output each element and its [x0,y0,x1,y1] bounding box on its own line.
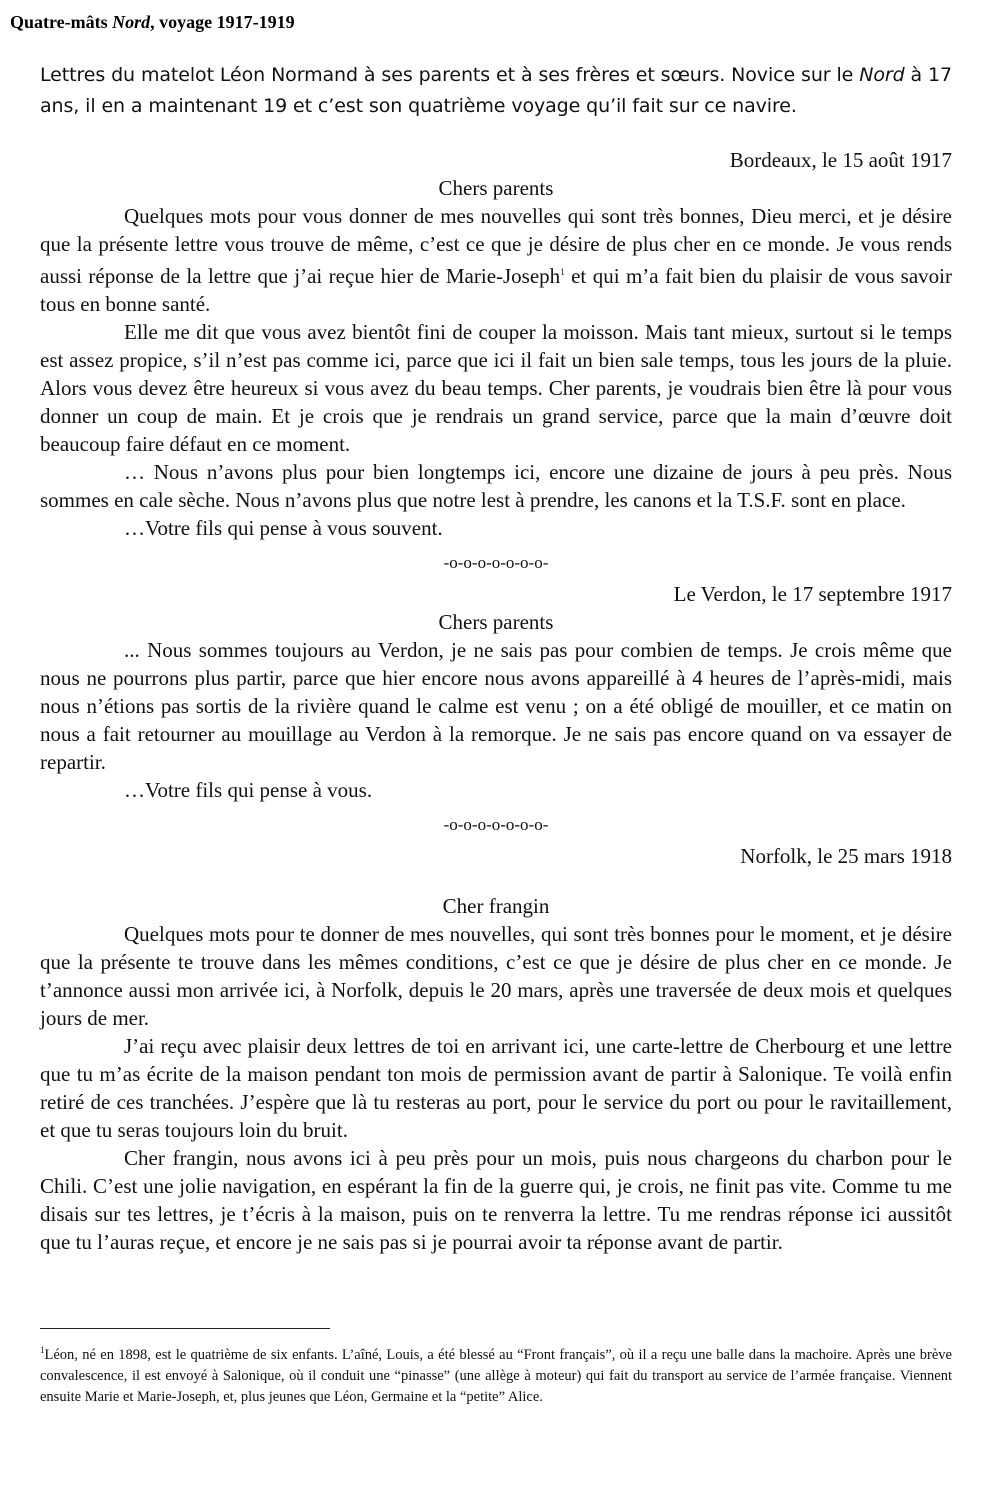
intro-text-2: à 17 ans, il en a maintenant 19 et c’est son quatrième voyage qu’il fait sur ce navire. [40,64,952,117]
letter-salutation: Chers parents [438,610,554,634]
letter-salutation: Chers parents [438,176,554,200]
letters-body [40,146,952,1256]
letter-paragraph [40,202,952,318]
intro-text-1: Lettres du matelot Léon Normand à ses parents et à ses frères et sœurs. Novice sur le [40,64,860,86]
paragraph-text: Quelques mots pour vous donner de mes nouvelles qui sont très bonnes, Dieu merci, et je désire que la présente lettre vous trouve de même, c’est ce que je désire de plus cher en ce monde. Je vous rends aussi réponse de la lettre que j’ai reçue hier de Marie-Joseph [40,204,952,288]
letter-salutation: Cher frangin [442,894,550,918]
letter-paragraph: Elle me dit que vous avez bientôt fini de couper la moisson. Mais tant mieux, surtout si le temps est assez propice, s’il n’est pas comme ici, parce que ici il fait un bien sale temps, tous les jours de la pluie. Alors vous devez être heureux si vous avez du beau temps. Cher parents, je voudrais bien être là pour vous donner un coup de main. Et je crois que je rendrais un grand service, parce que la main d’œuvre doit beaucoup faire défaut en ce moment. [40,320,952,456]
paragraph-text: et qui m’a fait bien du plaisir de vous savoir tous en bonne santé. [40,264,952,316]
letter-paragraph: Cher frangin, nous avons ici à peu près pour un mois, puis nous chargeons du charbon pour le Chili. C’est une jolie navigation, en espérant la fin de la guerre qui, je crois, ne finit pas vite. Comme tu me disais sur tes lettres, je t’écris à la maison, puis on te renverra la lettre. Tu me rendras réponse ici aussitôt que tu l’auras reçue, et encore je ne sais pas si je pourrai avoir ta réponse avant de partir. [40,1146,952,1254]
intro-ship-name: Nord [859,64,905,86]
letter-le-verdon [40,580,952,804]
header-prefix: Quatre-mâts [10,12,113,32]
letter-date: Norfolk, le 25 mars 1918 [740,844,952,868]
letter-date: Bordeaux, le 15 août 1917 [729,148,952,172]
letter-norfolk [40,842,952,1256]
footnote-text: Léon, né en 1898, est le quatrième de six enfants. L’aîné, Louis, a été blessé au “Front français”, où il a reçu une balle dans la machoire. Après une brève convalescence, il est envoyé à Salonique, où il conduit une “pinasse” (une allège à moteur) qui fait du transport au service de l’armée française. Viennent ensuite Marie et Marie-Joseph, et, plus jeunes que Léon, Germaine et la “petite” Alice. [40,1346,952,1405]
letter-closing: …Votre fils qui pense à vous. [124,778,373,802]
footnote-reference[interactable]: 1 [560,267,565,277]
letter-closing: …Votre fils qui pense à vous souvent. [124,516,443,540]
intro-paragraph [40,60,952,122]
spacer [40,870,952,892]
letter-bordeaux [40,146,952,542]
letter-paragraph: Quelques mots pour te donner de mes nouvelles, qui sont très bonnes pour le moment, et je désire que la présente te trouve dans les mêmes conditions, c’est ce que je désire de plus cher en ce monde. Je t’annonce aussi mon arrivée ici, à Norfolk, depuis le 20 mars, après une traversée de deux mois et quelques jours de mer. [40,922,952,1030]
letter-paragraph: J’ai reçu avec plaisir deux lettres de toi en arrivant ici, une carte-lettre de Cherbourg et une lettre que tu m’as écrite de la maison pendant ton mois de permission avant de partir à Salonique. Te voilà enfin retiré de ces tranchées. J’espère que là tu resteras au port, pour le service du port ou pour le ravitaillement, et que tu seras toujours loin du bruit. [40,1034,952,1142]
letter-paragraph: … Nous n’avons plus pour bien longtemps ici, encore une dizaine de jours à peu près. Nous sommes en cale sèche. Nous n’avons plus que notre lest à prendre, les canons et la T.S.F. sont en place. [40,460,952,512]
page-header [10,12,295,33]
footnote-marker: 1 [40,1345,45,1355]
letter-separator: -o-o-o-o-o-o-o- [443,815,549,834]
letter-paragraph: ... Nous sommes toujours au Verdon, je ne sais pas pour combien de temps. Je crois même que nous ne pourrons plus partir, parce que hier encore nous avons appareillé à 4 heures de l’après-midi, mais nous n’étions pas sortis de la rivière quand le calme est venu ; on a été obligé de mouiller, et ce matin on nous a fait retourner au mouillage au Verdon à la remorque. Je ne sais pas encore quand on va essayer de repartir. [40,638,952,774]
header-suffix: , voyage 1917-1919 [150,12,295,32]
footnote-divider [40,1328,330,1329]
letter-date: Le Verdon, le 17 septembre 1917 [673,582,952,606]
letter-separator: -o-o-o-o-o-o-o- [443,553,549,572]
footnote [40,1340,952,1408]
header-ship-name: Nord [112,12,151,32]
